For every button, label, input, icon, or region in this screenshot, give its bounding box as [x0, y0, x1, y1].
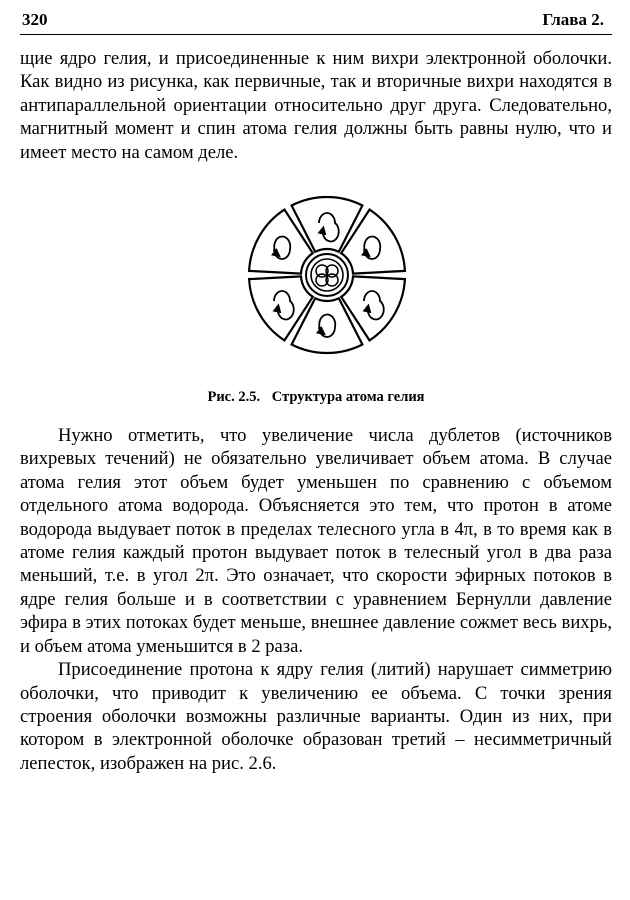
page: [20, 8, 612, 775]
page-number: 320: [22, 10, 48, 29]
paragraph-2: Нужно отметить, что увеличение числа дублетов (источников вихревых течений) не обязательно увеличивает объем атома. В случае атома гелия этот объем будет уменьшен по сравнению с объемом отдельного атома водорода. Объясняется это тем, что протон в атоме водорода выдувает поток в пределах телесного угла в 4π, в то время как в атоме гелия каждый протон выдувает поток в телесный угол в два раза меньший, т.е. в угол 2π. Это означает, что скорости эфирных потоков в ядре гелия больше и в соответствии с уравнением Бернулли давление эфира в этих потоках будет меньше, внешнее давление сожмет весь вихрь, и объем атома уменьшится в 2 раза.: [20, 425, 612, 657]
vortex-arrow: [274, 291, 294, 319]
petal-lobe: [292, 298, 363, 353]
vortex-arrow: [364, 291, 384, 319]
chapter-title: Глава 2.: [542, 10, 604, 29]
paragraph-1: щие ядро гелия, и присоединенные к ним вихри электронной оболочки. Как видно из рисунка, как первичные, так и вторичные вихри находятся в антипараллельной ориентации относительно друг друга. Следовательно, магнитный момент и спин атома гелия должны быть равны нулю, что и имеет место на самом деле.: [20, 48, 612, 163]
vortex-arrow: [319, 315, 335, 337]
vortex-arrow: [274, 237, 290, 259]
figure-title: Структура атома гелия: [271, 389, 425, 406]
vortex-arrow: [319, 213, 339, 241]
petal-lobe: [341, 210, 405, 274]
helium-atom-diagram: [244, 192, 410, 358]
petal-lobe: [341, 276, 405, 340]
petal-lobe: [249, 210, 313, 274]
figure-2-5: [20, 164, 612, 389]
running-header: [20, 8, 612, 35]
vortex-arrow: [364, 237, 380, 259]
figure-caption: [20, 389, 612, 406]
figure-label: Рис. 2.5.: [207, 389, 261, 406]
paragraph-3: Присоединение протона к ядру гелия (литий) нарушает симметрию оболочки, что приводит к увеличению ее объема. С точки зрения строения оболочки возможны различные варианты. Один из них, при котором в электронной оболочке образован третий – несимметричный лепесток, изображен на рис. 2.6.: [20, 659, 612, 774]
petal-lobe: [292, 197, 363, 252]
petal-lobe: [249, 276, 313, 340]
